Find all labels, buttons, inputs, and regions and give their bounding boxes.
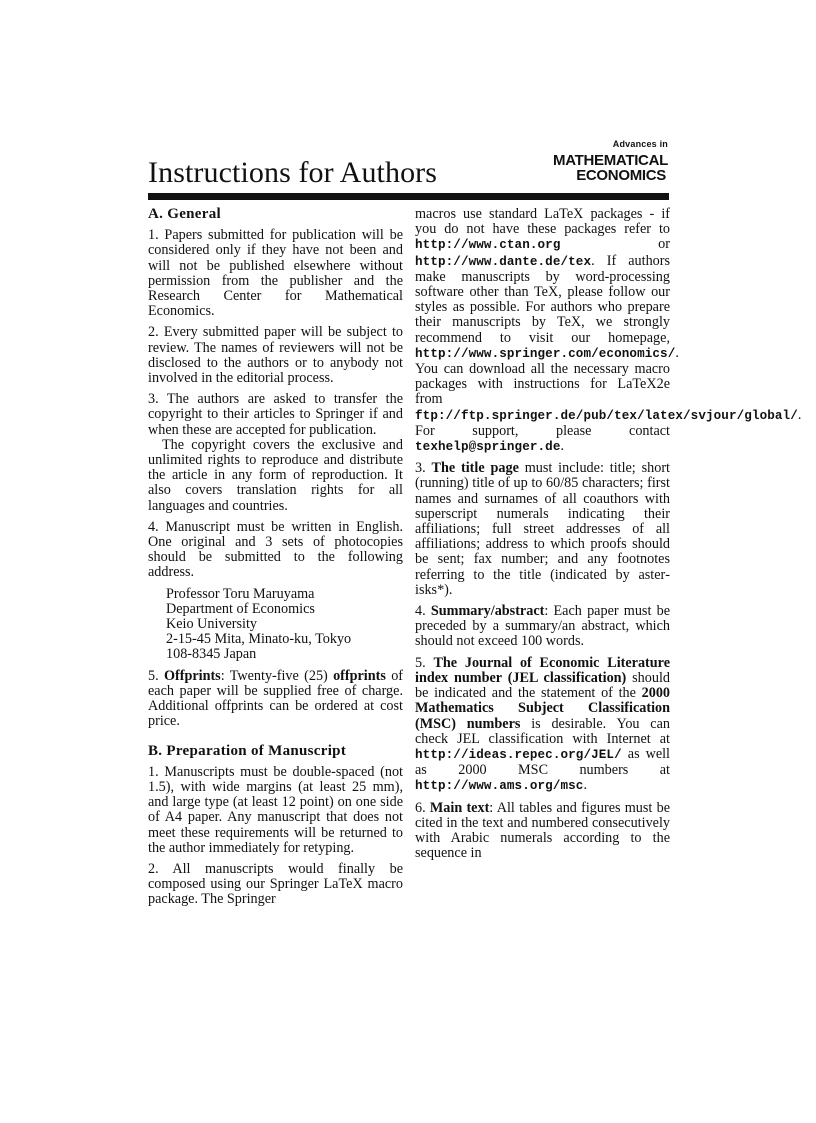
section-a-heading: A. General [148, 206, 221, 222]
address-line: Department of Economics [166, 600, 315, 617]
section-a-paragraph-4: 4. Manuscript must be written in English. One original and 3 sets of photocopies should be submitted to the following address. [148, 518, 403, 581]
main-text-paragraph [415, 801, 670, 862]
p5-bold-2: offprints [333, 667, 386, 684]
section-a-paragraph-2: 2. Every submitted paper will be subject to review. The names of reviewers will not be disclosed to the authors or to anybody not involved in the editorial process. [148, 324, 403, 387]
link-dante[interactable]: http://www.dante.de/tex [415, 254, 592, 269]
right-column [415, 206, 802, 867]
section-a-paragraph-3: 3. The authors are asked to transfer the copyright to their articles to Springer if and when these are accepted for publication. [148, 391, 403, 438]
p5-bold: Offprints [163, 667, 221, 684]
journal-logo-line2: MATHEMATICAL [553, 152, 668, 169]
text-run: . For support, please contact [415, 406, 802, 439]
journal-logo-line1: Advances in [612, 139, 668, 149]
address-line: 108-8345 Japan [166, 646, 257, 663]
summary-paragraph [415, 604, 670, 650]
text-run: macros use standard LaTeX packages - if you do not have these packages refer to [415, 206, 670, 238]
text-run: . [560, 438, 565, 455]
text-run: . If authors make manuscripts by word-processing software other than TeX, please follow our styles as possible. For authors who prepare their manuscripts by TeX, we strongly recommend to visit our homepage, [415, 252, 670, 346]
text-run: should be indicated and the statement of the [415, 669, 670, 702]
page-title: Instructions for Authors [148, 156, 438, 189]
text-run: . You can download all the necessary macro packages with instructions for LaTeX2e from [415, 344, 679, 408]
section-b-heading: B. Preparation of Manuscript [148, 742, 347, 759]
journal-logo-line3: ECONOMICS [576, 167, 666, 184]
text-run: is desirable. You can check JEL classification with Internet at [415, 715, 670, 747]
link-msc[interactable]: http://www.ams.org/msc [415, 779, 584, 794]
title-page-paragraph [415, 461, 670, 598]
text-run: must include: title; short (running) title of up to 60/85 characters; first names and surnames of all coauthors with superscript numerals indicating their affiliations; full street addresses of all affiliations; address to which proofs should be sent; fax number; and any footnotes referring to the title (indicated by asterisks*). [415, 460, 670, 598]
bold-run: The Journal of Economic Literature index number (JEL classification) [415, 654, 671, 686]
address-line: Professor Toru Maruyama [166, 585, 315, 602]
text-run: : Each paper must be preceded by a summary/an abstract, which should not exceed 100 words. [415, 603, 670, 650]
text-run: . [583, 777, 588, 794]
section-a-paragraph-1: 1. Papers submitted for publication will be considered only if they have not been and will not be published elsewhere without permission from the publisher and the Research Center for Mathematical Economics. [148, 227, 403, 320]
section-b-paragraph-2: 2. All manuscripts would finally be composed using our Springer LaTeX macro package. The Springer [148, 860, 403, 908]
text-run: : All tables and figures must be cited in the text and numbered consecutively with Arabic numerals according to the sequence in [415, 799, 670, 862]
p5-mid: : Twenty-five (25) [220, 667, 328, 684]
journal-logo [553, 140, 668, 183]
section-a-paragraph-3b: The copyright covers the exclusive and unlimited rights to reproduce and distribute the article in any form of reproduction. It also covers translation rights for all languages and countries. [148, 436, 403, 514]
link-jel[interactable]: http://ideas.repec.org/JEL/ [415, 747, 622, 762]
bold-run: Main text [429, 799, 490, 816]
link-ctan[interactable]: http://www.ctan.org [415, 238, 561, 253]
address-line: 2-15-45 Mita, Minato-ku, Tokyo [166, 631, 352, 648]
text-run: as well as 2000 MSC numbers at [415, 745, 671, 779]
jel-paragraph [415, 656, 670, 795]
bold-run: The title page [431, 460, 519, 477]
text-run: 4. [415, 603, 426, 620]
p5-rest: of each paper will be supplied free of charge. Additional offprints can be ordered at cost price. [148, 667, 404, 730]
header-rule [148, 193, 669, 200]
text-run: 6. [415, 799, 426, 816]
link-springer[interactable]: http://www.springer.com/economics/ [415, 346, 676, 361]
link-ftp[interactable]: ftp://ftp.springer.de/pub/tex/latex/svjour/global/ [415, 408, 798, 423]
email-texhelp[interactable]: texhelp@springer.de [415, 440, 561, 455]
mailing-address [166, 587, 403, 663]
section-b-paragraph-1: 1. Manuscripts must be double-spaced (not 1.5), with wide margins (at least 25 mm), and large type (at least 12 point) on one side of A4 paper. Any manuscript that does not meet these requirements will be returned to the author immediately for retyping. [148, 763, 403, 856]
left-column [148, 207, 403, 914]
p5-number: 5. [148, 667, 159, 684]
text-run: 5. [415, 654, 426, 671]
bold-run: Summary/abstract [430, 603, 545, 620]
text-run: or [658, 236, 670, 253]
bold-run: 2000 Mathematics Subject Classification (MSC) numbers [415, 685, 670, 732]
macro-paragraph [415, 206, 802, 455]
text-run: 3. [415, 460, 426, 477]
section-a-paragraph-5 [148, 669, 403, 730]
address-line: Keio University [166, 616, 258, 633]
